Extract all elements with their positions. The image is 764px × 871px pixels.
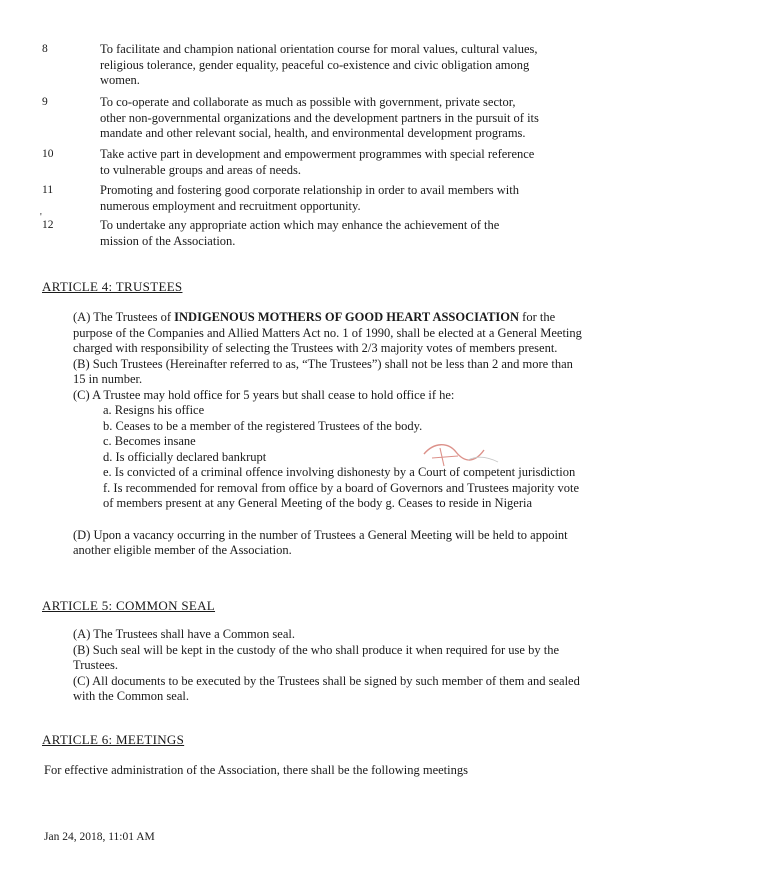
seal-clause-line: with the Common seal. — [73, 689, 189, 703]
objective-line: other non-governmental organizations and the development partners in the pursuit of its — [100, 110, 539, 125]
objective-text — [100, 147, 620, 178]
seal-clause-line: (C) All documents to be executed by the Trustees shall be signed by such member of them and sealed — [73, 673, 580, 688]
objective-number: 11 — [42, 184, 54, 196]
clause-c-item: c. Becomes insane — [103, 434, 196, 448]
organization-name: INDIGENOUS MOTHERS OF GOOD HEART ASSOCIATION — [174, 310, 520, 324]
seal-clause-line: (B) Such seal will be kept in the custody of the who shall produce it when required for use by the — [73, 642, 559, 657]
clause-c-item: d. Is officially declared bankrupt — [103, 449, 267, 464]
objective-line: To undertake any appropriate action which may enhance the achievement of the — [100, 218, 500, 232]
objective-text — [100, 183, 620, 214]
clause-d-line: (D) Upon a vacancy occurring in the number of Trustees a General Meeting will be held to appoint — [73, 527, 568, 542]
objective-number: 12 — [42, 219, 54, 231]
clause-c-intro: (C) A Trustee may hold office for 5 years but shall cease to hold office if he: — [73, 387, 455, 402]
seal-clause-line: Trustees. — [73, 658, 119, 672]
print-timestamp: Jan 24, 2018, 11:01 AM — [44, 831, 155, 843]
objective-line: numerous employment and recruitment opportunity. — [100, 198, 361, 213]
article-6-intro: For effective administration of the Association, there shall be the following meetings — [44, 763, 468, 777]
objective-text — [100, 42, 620, 89]
clause-c-item: e. Is convicted of a criminal offence involving dishonesty by a Court of competent jurisdiction — [103, 465, 576, 479]
objective-text — [100, 218, 620, 249]
objective-number: 9 — [42, 96, 48, 108]
margin-tick-mark: ' — [40, 212, 42, 223]
article-4-heading: ARTICLE 4: TRUSTEES — [42, 279, 183, 294]
objective-line: Promoting and fostering good corporate relationship in order to avail members with — [100, 183, 520, 197]
objective-number: 10 — [42, 148, 54, 160]
article-4-body — [73, 310, 673, 559]
objective-line: religious tolerance, gender equality, peaceful co-existence and civic obligation among — [100, 57, 530, 72]
objective-text — [100, 95, 620, 142]
objective-number: 8 — [42, 43, 48, 55]
clause-a-line: charged with responsibility of selecting the Trustees with 2/3 majority votes of members present. — [73, 341, 558, 355]
clause-d-line: another eligible member of the Association. — [73, 543, 292, 557]
clause-c-item: a. Resigns his office — [103, 403, 205, 417]
clause-a-suffix: for the — [519, 310, 556, 324]
article-5-body — [73, 627, 673, 705]
clause-c-item: of members present at any General Meeting of the body g. Ceases to reside in Nigeria — [103, 496, 533, 510]
clause-a-line: purpose of the Companies and Allied Matters Act no. 1 of 1990, shall be elected at a General Meeting — [73, 325, 582, 340]
seal-clause-line: (A) The Trustees shall have a Common seal. — [73, 627, 295, 641]
stamp-signature-mark — [418, 436, 508, 476]
article-5-heading: ARTICLE 5: COMMON SEAL — [42, 598, 216, 613]
objective-line: To co-operate and collaborate as much as possible with government, private sector, — [100, 95, 516, 109]
objective-line: women. — [100, 73, 140, 87]
objective-line: mandate and other relevant social, health, and environmental development programs. — [100, 126, 526, 140]
clause-a-first-line — [73, 310, 673, 326]
objective-line: mission of the Association. — [100, 233, 236, 248]
article-6-heading: ARTICLE 6: MEETINGS — [42, 732, 185, 747]
objective-line: To facilitate and champion national orientation course for moral values, cultural values, — [100, 42, 538, 56]
clause-c-item: b. Ceases to be a member of the registered Trustees of the body. — [103, 418, 423, 433]
objective-line: Take active part in development and empowerment programmes with special reference — [100, 147, 535, 161]
clause-b-line: (B) Such Trustees (Hereinafter referred to as, “The Trustees”) shall not be less than 2 and more than — [73, 356, 573, 371]
clause-b-line: 15 in number. — [73, 372, 143, 386]
clause-c-item: f. Is recommended for removal from office by a board of Governors and Trustees majority vote — [103, 480, 580, 495]
clause-a-prefix: (A) The Trustees of — [73, 310, 175, 324]
objective-line: to vulnerable groups and areas of needs. — [100, 162, 301, 177]
spacer — [73, 512, 673, 528]
